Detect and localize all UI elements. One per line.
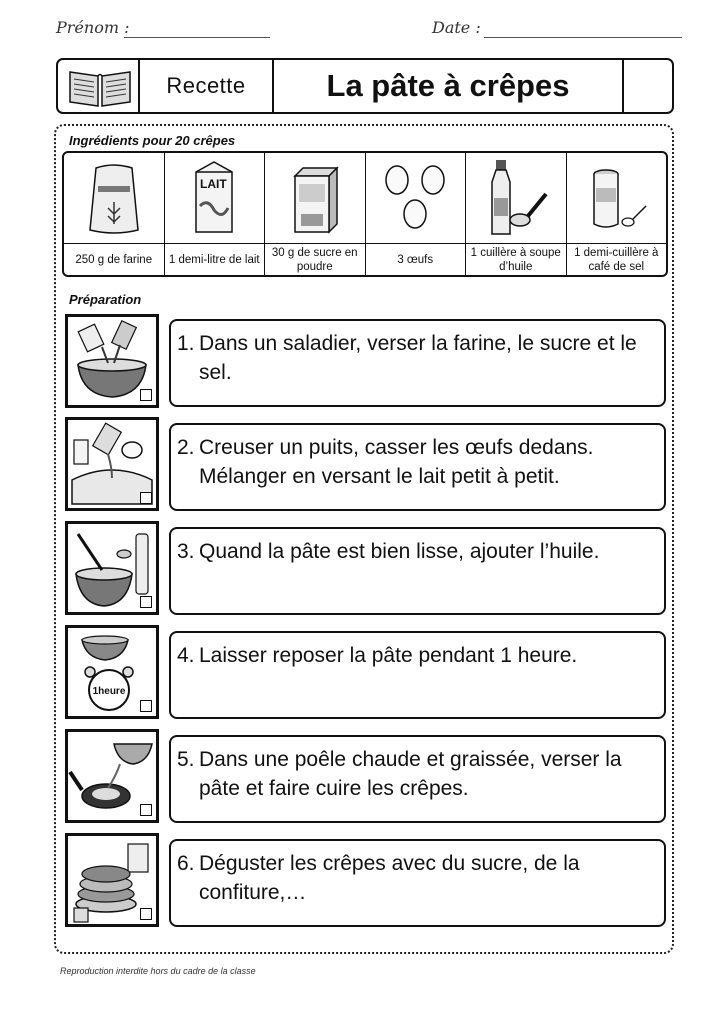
step-illustration: [65, 521, 159, 615]
ingredient-cell: [265, 153, 366, 275]
ingredient-cell: [466, 153, 567, 275]
open-book-icon: [66, 66, 134, 108]
step-box: [169, 839, 666, 927]
ingredient-label: 1 demi-cuillère à café de sel: [574, 246, 659, 273]
step-text: Déguster les crêpes avec du sucre, de la confiture,…: [199, 852, 580, 904]
ingredient-label: 30 g de sucre en poudre: [271, 246, 358, 273]
step-number: 3.: [177, 540, 195, 563]
ingredient-cell: [366, 153, 467, 275]
step-illustration: [65, 729, 159, 823]
ingredients-table: [62, 151, 668, 277]
step-box: [169, 527, 666, 615]
step-text: Dans un saladier, verser la farine, le sucre et le sel.: [199, 332, 637, 384]
step-number: 5.: [177, 748, 195, 771]
milk-carton-text: LAIT: [200, 177, 227, 191]
eggs-icon: [379, 158, 451, 238]
first-name-field[interactable]: [124, 37, 270, 38]
ingredient-label: 3 œufs: [397, 253, 434, 266]
step-checkbox[interactable]: [140, 389, 152, 401]
step-checkbox[interactable]: [140, 492, 152, 504]
recipe-kind-label: Recette: [166, 73, 246, 98]
first-name-label: Prénom :: [56, 18, 130, 37]
step-text: Quand la pâte est bien lisse, ajouter l’huile.: [199, 540, 600, 563]
step-number: 1.: [177, 332, 195, 355]
oil-bottle-spoon-icon: [480, 158, 552, 238]
step-box: [169, 631, 666, 719]
step-checkbox[interactable]: [140, 908, 152, 920]
step-checkbox[interactable]: [140, 700, 152, 712]
copyright-footer: Reproduction interdite hors du cadre de la classe: [60, 966, 256, 976]
step-box: [169, 319, 666, 407]
ingredient-cell: [567, 153, 667, 275]
ingredient-cell: [165, 153, 266, 275]
flour-bag-icon: [78, 158, 150, 238]
step-text: Dans une poêle chaude et graissée, verser la pâte et faire cuire les crêpes.: [199, 748, 622, 800]
sugar-box-icon: [279, 158, 351, 238]
ingredient-label: 250 g de farine: [75, 253, 153, 266]
step-illustration: [65, 314, 159, 408]
step-checkbox[interactable]: [140, 804, 152, 816]
step-number: 4.: [177, 644, 195, 667]
ingredient-label: 1 cuillère à soupe d’huile: [470, 246, 561, 273]
date-field[interactable]: [484, 37, 682, 38]
step-box: [169, 423, 666, 511]
step-box: [169, 735, 666, 823]
step-illustration: [65, 833, 159, 927]
clock-label: 1heure: [92, 686, 126, 697]
ingredient-cell: [64, 153, 165, 275]
title-bar: [56, 58, 674, 114]
step-checkbox[interactable]: [140, 596, 152, 608]
preparation-title: Préparation: [69, 292, 142, 307]
salt-shaker-spoon-icon: [580, 158, 652, 238]
step-illustration: [65, 625, 159, 719]
step-number: 2.: [177, 436, 195, 459]
step-number: 6.: [177, 852, 195, 875]
date-label: Date :: [432, 18, 481, 37]
ingredient-label: 1 demi-litre de lait: [168, 253, 260, 266]
milk-carton-icon: [178, 158, 250, 238]
step-illustration: [65, 417, 159, 511]
step-text: Laisser reposer la pâte pendant 1 heure.: [199, 644, 578, 667]
step-text: Creuser un puits, casser les œufs dedans. Mélanger en versant le lait petit à petit.: [199, 436, 594, 488]
ingredients-title: Ingrédients pour 20 crêpes: [69, 133, 236, 148]
page-title: La pâte à crêpes: [326, 68, 570, 103]
